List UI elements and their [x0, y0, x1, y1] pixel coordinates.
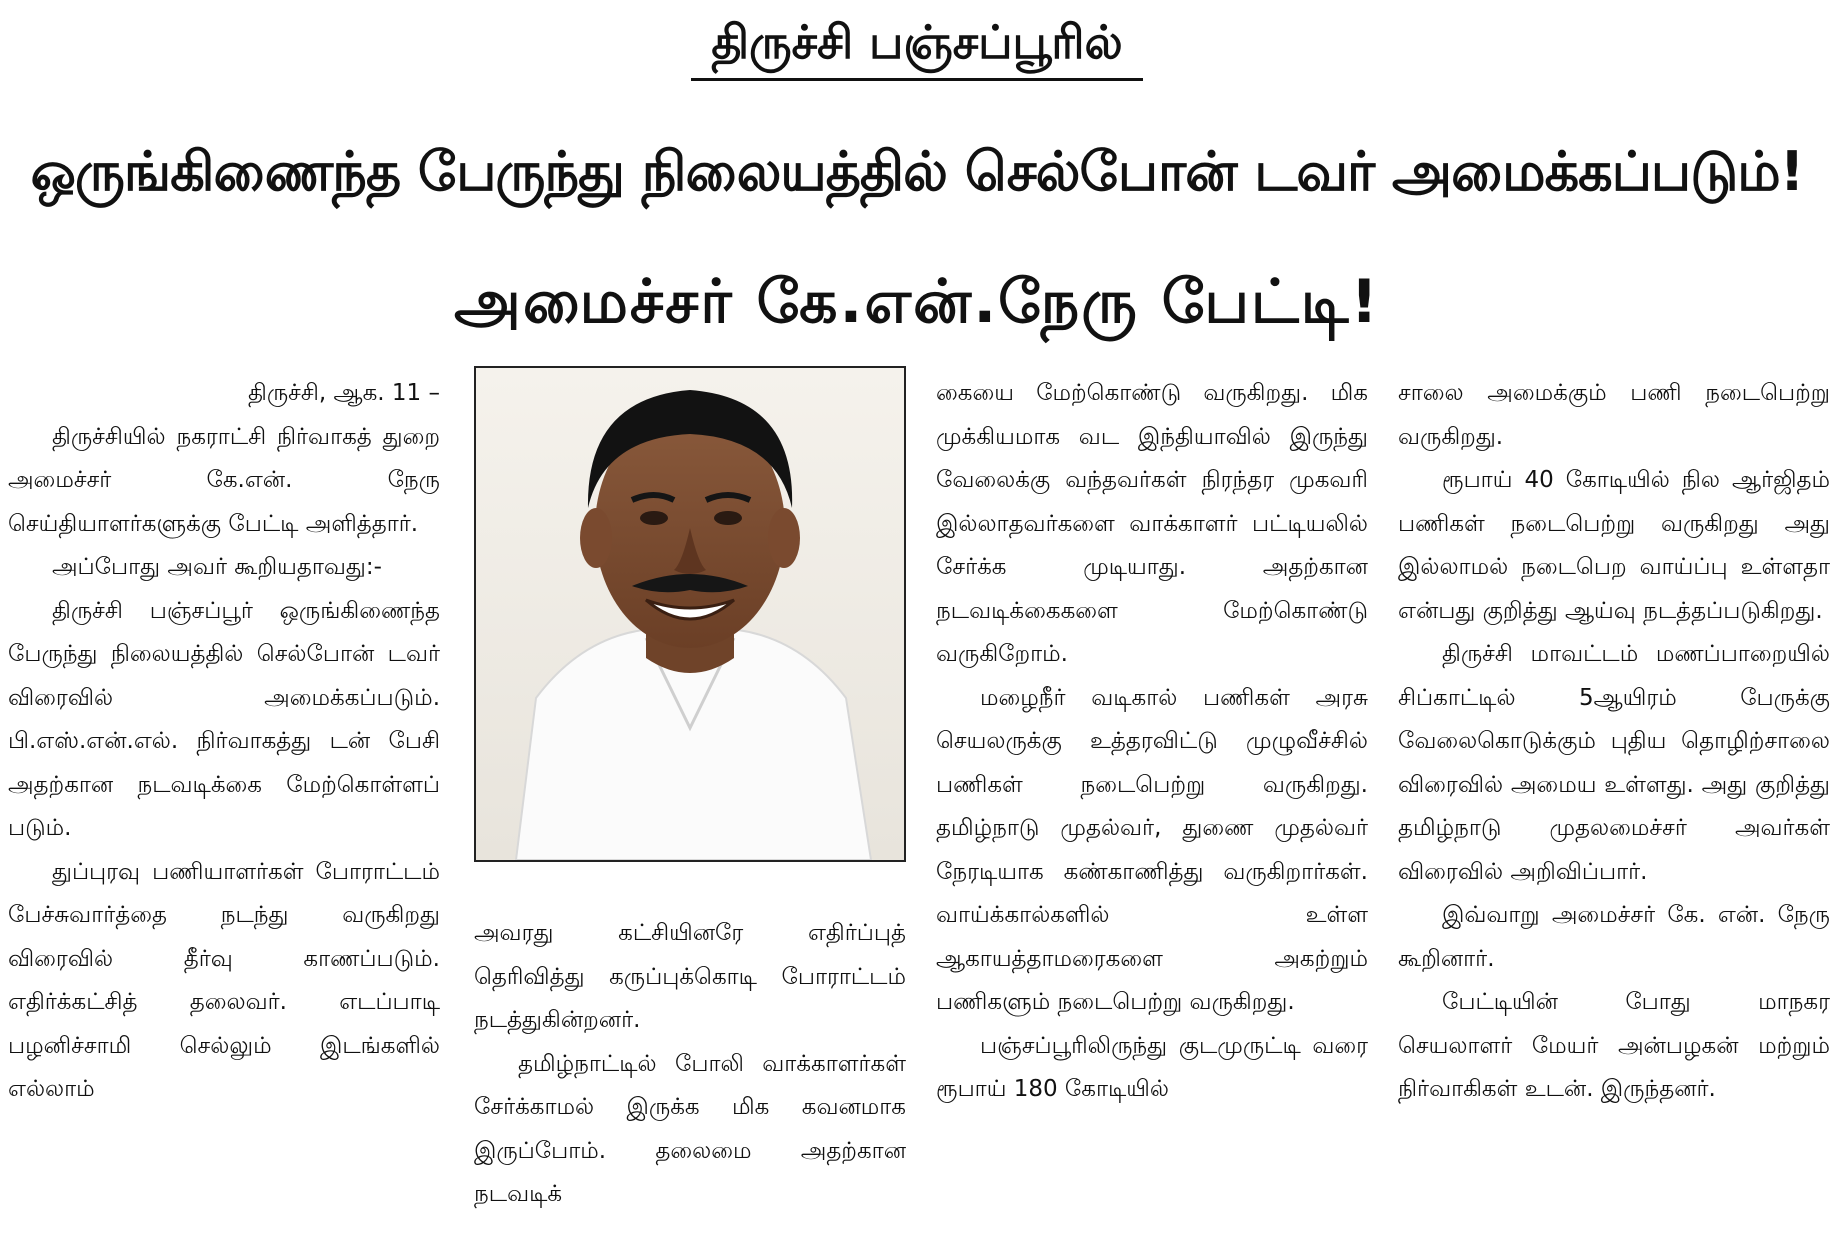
- kicker-heading: [0, 10, 1834, 81]
- paragraph: ரூபாய் 40 கோடியில் நில ஆர்ஜிதம் பணிகள் நடைபெற்று வருகிறது அது இல்லாமல் நடைபெற வாய்ப்பு உள்ளதா என்பது குறித்து ஆய்வு நடத்தப்படுகிறது.: [1398, 467, 1830, 624]
- dateline: திருச்சி, ஆக. 11 –: [247, 380, 440, 406]
- paragraph: தமிழ்நாட்டில் போலி வாக்காளர்கள் சேர்க்காமல் இருக்க மிக கவனமாக இருப்போம். தலைமை அதற்கான நடவடிக்: [474, 1050, 906, 1207]
- article-column-3: [936, 372, 1368, 1112]
- paragraph: இவ்வாறு அமைச்சர் கே. என். நேரு கூறினார்.: [1398, 902, 1830, 972]
- paragraph: அவரது கட்சியினரே எதிர்ப்புத் தெரிவித்து கருப்புக்கொடி போராட்டம் நடத்துகின்றனர்.: [474, 920, 906, 1033]
- paragraph: சாலை அமைக்கும் பணி நடைபெற்று வருகிறது.: [1398, 380, 1830, 450]
- paragraph: மழைநீர் வடிகால் பணிகள் அரசு செயலருக்கு உத்தரவிட்டு முழுவீச்சில் பணிகள் நடைபெற்று வருகிறது. தமிழ்நாடு முதல்வர், துணை முதல்வர் நேரடியாக கண்காணித்து வருகிறார்கள். வாய்க்கால்களில் உள்ள ஆகாயத்தாமரைகளை அகற்றும் பணிகளும் நடைபெற்று வருகிறது.: [936, 684, 1368, 1015]
- paragraph: திருச்சி பஞ்சப்பூர் ஒருங்கிணைந்த பேருந்து நிலையத்தில் செல்போன் டவர் விரைவில் அமைக்கப்படும். பி.எஸ்.என்.எல். நிர்வாகத்து டன் பேசி அதற்கான நடவடிக்கை மேற்கொள்ளப் படும்.: [8, 597, 440, 841]
- subheadline: அமைச்சர் கே.என்.நேரு பேட்டி!: [454, 267, 1380, 337]
- paragraph: பஞ்சப்பூரிலிருந்து குடமுருட்டி வரை ரூபாய் 180 கோடியில்: [936, 1032, 1368, 1102]
- paragraph: அப்போது அவர் கூறியதாவது:-: [52, 554, 382, 580]
- paragraph: திருச்சி மாவட்டம் மணப்பாறையில் சிப்காட்டில் 5ஆயிரம் பேருக்கு வேலைகொடுக்கும் புதிய தொழிற்சாலை விரைவில் அமைய உள்ளது. அது குறித்து தமிழ்நாடு முதலமைச்சர் அவர்கள் விரைவில் அறிவிப்பார்.: [1398, 641, 1830, 885]
- paragraph: திருச்சியில் நகராட்சி நிர்வாகத் துறை அமைச்சர் கே.என். நேரு செய்தியாளர்களுக்கு பேட்டி அளித்தார்.: [8, 423, 440, 537]
- minister-photo: [474, 366, 906, 862]
- article-column-4: [1398, 372, 1830, 1112]
- kicker-text: திருச்சி பஞ்சப்பூரில்: [691, 10, 1142, 81]
- article-column-1: [8, 372, 440, 1112]
- paragraph: பேட்டியின் போது மாநகர செயலாளர் மேயர் அன்பழகன் மற்றும் நிர்வாகிகள் உடன். இருந்தனர்.: [1398, 989, 1830, 1102]
- headline: ஒருங்கிணைந்த பேருந்து நிலையத்தில் செல்போன் டவர் அமைக்கப்படும்!: [30, 140, 1804, 203]
- paragraph: கையை மேற்கொண்டு வருகிறது. மிக முக்கியமாக வட இந்தியாவில் இருந்து வேலைக்கு வந்தவர்கள் நிரந்தர முகவரி இல்லாதவர்களை வாக்காளர் பட்டியலில் சேர்க்க முடியாது. அதற்கான நடவடிக்கைகளை மேற்கொண்டு வருகிறோம்.: [936, 380, 1368, 667]
- article-column-2: [474, 912, 906, 1217]
- paragraph: துப்புரவு பணியாளர்கள் போராட்டம் பேச்சுவார்த்தை நடந்து வருகிறது விரைவில் தீர்வு காணப்படும். எதிர்க்கட்சித் தலைவர். எடப்பாடி பழனிச்சாமி செல்லும் இடங்களில் எல்லாம்: [8, 858, 440, 1102]
